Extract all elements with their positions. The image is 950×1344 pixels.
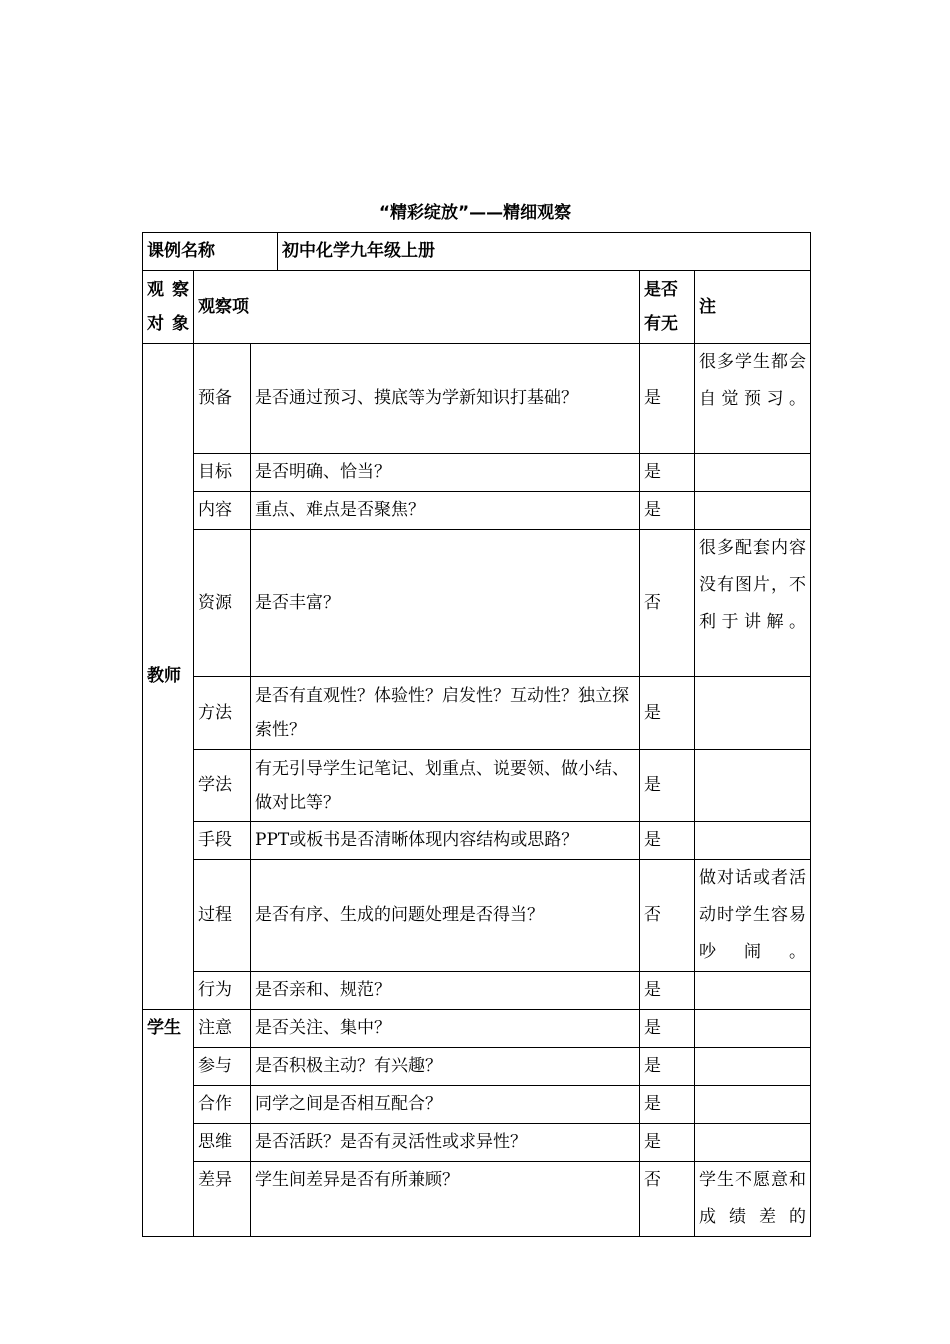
table-row	[143, 750, 811, 822]
category-cell: 思维	[194, 1124, 251, 1162]
course-value: 初中化学九年级上册	[278, 233, 811, 271]
item-cell: 同学之间是否相互配合？	[251, 1086, 640, 1124]
note-cell	[695, 1086, 811, 1124]
yesno-cell: 是	[640, 344, 695, 454]
table-row	[143, 1124, 811, 1162]
table-row	[143, 1010, 811, 1048]
category-cell: 学法	[194, 750, 251, 822]
table-row	[143, 1086, 811, 1124]
note-cell	[695, 972, 811, 1010]
item-cell: 学生间差异是否有所兼顾？	[251, 1162, 640, 1237]
table-row	[143, 860, 811, 972]
note-cell	[695, 492, 811, 530]
note-cell	[695, 454, 811, 492]
category-cell: 资源	[194, 530, 251, 677]
table-row	[143, 454, 811, 492]
item-cell: 是否明确、恰当？	[251, 454, 640, 492]
table-row	[143, 1162, 811, 1237]
yesno-cell: 是	[640, 1086, 695, 1124]
header-yesno: 是否有无	[640, 271, 695, 344]
note-cell	[695, 1124, 811, 1162]
yesno-cell: 是	[640, 492, 695, 530]
category-cell: 注意	[194, 1010, 251, 1048]
course-label: 课例名称	[143, 233, 278, 271]
note-cell	[695, 750, 811, 822]
yesno-cell: 是	[640, 972, 695, 1010]
item-cell: 是否通过预习、摸底等为学新知识打基础？	[251, 344, 640, 454]
yesno-cell: 是	[640, 454, 695, 492]
category-cell: 预备	[194, 344, 251, 454]
table-row	[143, 492, 811, 530]
page-title: “精彩绽放”——精细观察	[378, 203, 572, 223]
note-cell	[695, 1048, 811, 1086]
category-cell: 手段	[194, 822, 251, 860]
table-row	[143, 530, 811, 677]
header-row	[143, 271, 811, 344]
yesno-cell: 否	[640, 530, 695, 677]
item-cell: 是否关注、集中？	[251, 1010, 640, 1048]
course-row	[143, 233, 811, 271]
item-cell: 是否有直观性？体验性？启发性？互动性？独立探索性？	[251, 677, 640, 750]
category-cell: 差异	[194, 1162, 251, 1237]
header-item: 观察项	[194, 271, 640, 344]
category-cell: 合作	[194, 1086, 251, 1124]
category-cell: 内容	[194, 492, 251, 530]
header-object: 观 察 对象	[143, 271, 194, 344]
yesno-cell: 是	[640, 750, 695, 822]
yesno-cell: 是	[640, 677, 695, 750]
note-cell	[695, 1010, 811, 1048]
yesno-cell: 否	[640, 1162, 695, 1237]
yesno-cell: 是	[640, 1048, 695, 1086]
note-cell: 很多配套内容没有图片，不利于讲解。	[695, 530, 811, 677]
header-note: 注	[695, 271, 811, 344]
yesno-cell: 是	[640, 1010, 695, 1048]
table-row	[143, 344, 811, 454]
note-cell: 做对话或者活动时学生容易吵闹。	[695, 860, 811, 972]
item-cell: 有无引导学生记笔记、划重点、说要领、做小结、做对比等？	[251, 750, 640, 822]
table-row	[143, 822, 811, 860]
teacher-label: 教师	[143, 344, 194, 1010]
category-cell: 过程	[194, 860, 251, 972]
note-cell	[695, 822, 811, 860]
item-cell: 是否有序、生成的问题处理是否得当？	[251, 860, 640, 972]
yesno-cell: 是	[640, 822, 695, 860]
item-cell: 是否活跃？是否有灵活性或求异性？	[251, 1124, 640, 1162]
note-cell	[695, 677, 811, 750]
category-cell: 参与	[194, 1048, 251, 1086]
category-cell: 方法	[194, 677, 251, 750]
item-cell: 重点、难点是否聚焦？	[251, 492, 640, 530]
observation-table	[142, 232, 811, 1237]
item-cell: 是否丰富？	[251, 530, 640, 677]
category-cell: 目标	[194, 454, 251, 492]
item-cell: PPT或板书是否清晰体现内容结构或思路？	[251, 822, 640, 860]
item-cell: 是否积极主动？有兴趣？	[251, 1048, 640, 1086]
table-row	[143, 677, 811, 750]
student-label: 学生	[143, 1010, 194, 1237]
table-row	[143, 1048, 811, 1086]
yesno-cell: 否	[640, 860, 695, 972]
table-row	[143, 972, 811, 1010]
category-cell: 行为	[194, 972, 251, 1010]
yesno-cell: 是	[640, 1124, 695, 1162]
note-cell: 学生不愿意和成绩差的	[695, 1162, 811, 1237]
item-cell: 是否亲和、规范？	[251, 972, 640, 1010]
note-cell: 很多学生都会自觉预习。	[695, 344, 811, 454]
